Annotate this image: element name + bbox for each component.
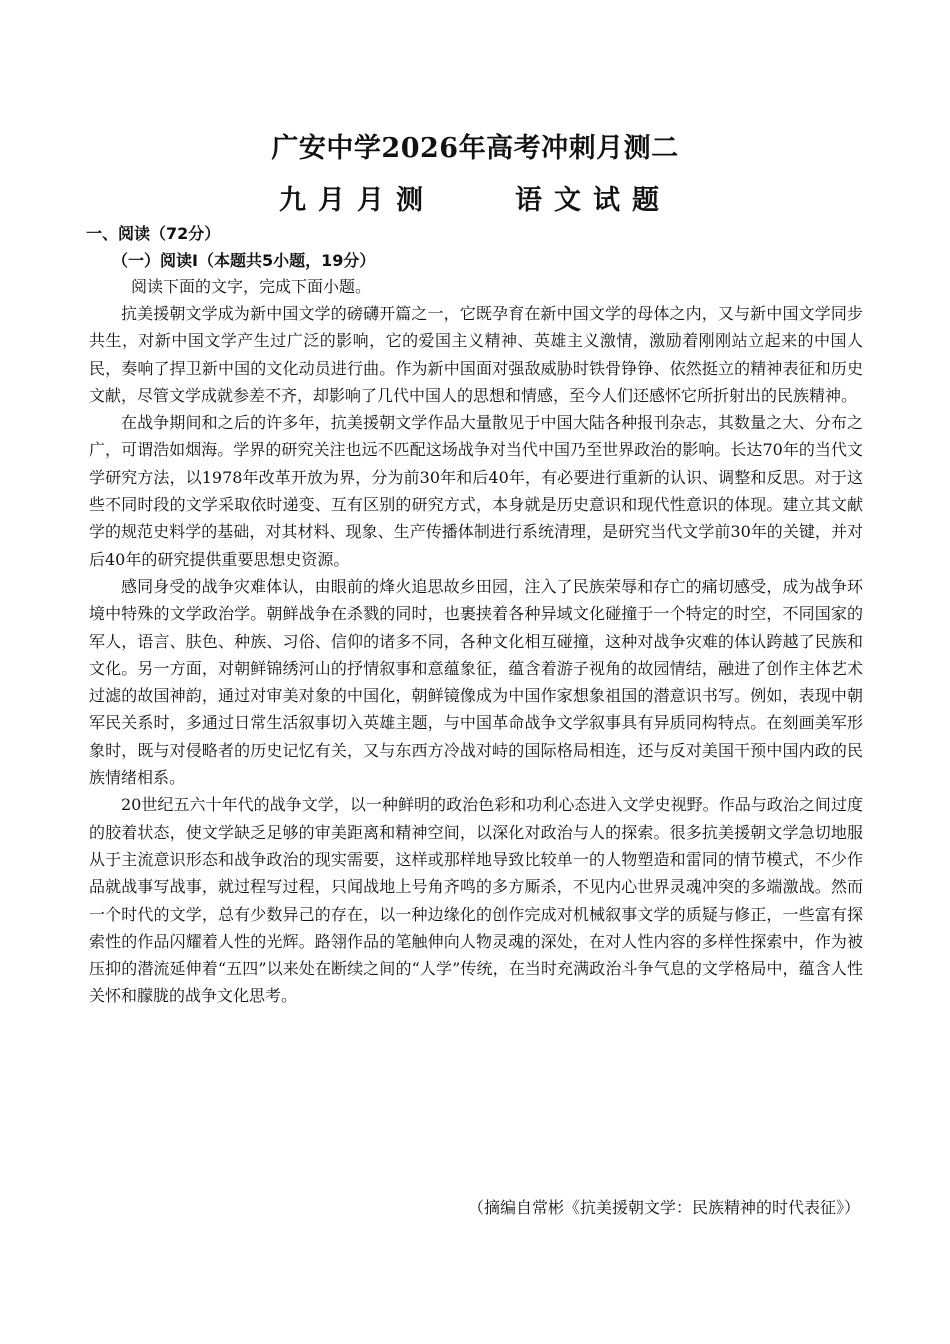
article-paragraph: 抗美援朝文学成为新中国文学的磅礴开篇之一，它既孕育在新中国文学的母体之内，又与新中国文学同步共生，对新中国文学产生过广泛的影响，它的爱国主义精神、英雄主义激情，激励着刚刚站立起来的中国人民，奏响了捍卫新中国的文化动员进行曲。作为新中国面对强敌威胁时铁骨铮铮、依然挺立的精神表征和历史文献，尽管文学成就参差不齐，却影响了几代中国人的思想和情感，至今人们还感怀它所折射出的民族精神。	[89, 304, 863, 405]
exam-title: 广安中学2026年高考冲刺月测二	[271, 133, 679, 164]
exam-month-label: 九月月测	[279, 185, 435, 216]
part-heading: 一、阅读（72分）	[86, 224, 221, 243]
exam-subject-label: 语文试题	[515, 185, 671, 216]
article-paragraph: 在战争期间和之后的许多年，抗美援朝文学作品大量散见于中国大陆各种报刊杂志，其数量之大、分布之广，可谓浩如烟海。学界的研究关注也远不匹配这场战争对当代中国乃至世界政治的影响。长达70年的当代文学研究方法，以1978年改革开放为界，分为前30年和后40年，有必要进行重新的认识、调整和反思。对于这些不同时段的文学采取依时递变、互有区别的研究方式，本身就是历史意识和现代性意识的体现。建立其文献学的规范史料学的基础，对其材料、现象、生产传播体制进行系统清理，是研究当代文学前30年的关键，并对后40年的研究提供重要思想史资源。	[89, 413, 863, 569]
sub-heading: （一）阅读I（本题共5小题，19分）	[112, 251, 376, 270]
article-body	[89, 300, 863, 1010]
article-source: （摘编自常彬《抗美援朝文学：民族精神的时代表征》）	[467, 1198, 860, 1217]
article-paragraph: 20世纪五六十年代的战争文学，以一种鲜明的政治色彩和功利心态进入文学史视野。作品与政治之间过度的胶着状态，使文学缺乏足够的审美距离和精神空间，以深化对政治与人的探索。很多抗美援朝文学急切地服从于主流意识形态和战争政治的现实需要，这样或那样地导致比较单一的人物塑造和雷同的情节模式，不少作品就战事写战事，就过程写过程，只闻战地上号角齐鸣的多方厮杀，不见内心世界灵魂冲突的多端激战。然而一个时代的文学，总有少数异己的存在，以一种边缘化的创作完成对机械叙事文学的质疑与修正，一些富有探索性的作品闪耀着人性的光辉。路翎作品的笔触伸向人物灵魂的深处，在对人性内容的多样性探索中，作为被压抑的潜流延伸着“五四”以来处在断续之间的“人学”传统，在当时充满政治斗争气息的文学格局中，蕴含人性关怀和朦胧的战争文化思考。	[89, 795, 863, 1006]
instruction-text: 阅读下面的文字，完成下面小题。	[131, 277, 372, 296]
article-paragraph: 感同身受的战争灾难体认，由眼前的烽火追思故乡田园，注入了民族荣辱和存亡的痛切感受，成为战争环境中特殊的文学政治学。朝鲜战争在杀戮的同时，也裹挟着各种异域文化碰撞于一个特定的时空，不同国家的军人，语言、肤色、种族、习俗、信仰的诸多不同，各种文化相互碰撞，这种对战争灾难的体认跨越了民族和文化。另一方面，对朝鲜锦绣河山的抒情叙事和意蕴象征，蕴含着游子视角的故园情结，融进了创作主体艺术过滤的故国神韵，通过对审美对象的中国化，朝鲜镜像成为中国作家想象祖国的潜意识书写。例如，表现中朝军民关系时，多通过日常生活叙事切入英雄主题，与中国革命战争文学叙事具有异质同构特点。在刻画美军形象时，既与对侵略者的历史记忆有关，又与东西方冷战对峙的国际格局相连，还与反对美国干预中国内政的民族情绪相系。	[89, 576, 863, 788]
exam-subtitle	[0, 178, 950, 217]
